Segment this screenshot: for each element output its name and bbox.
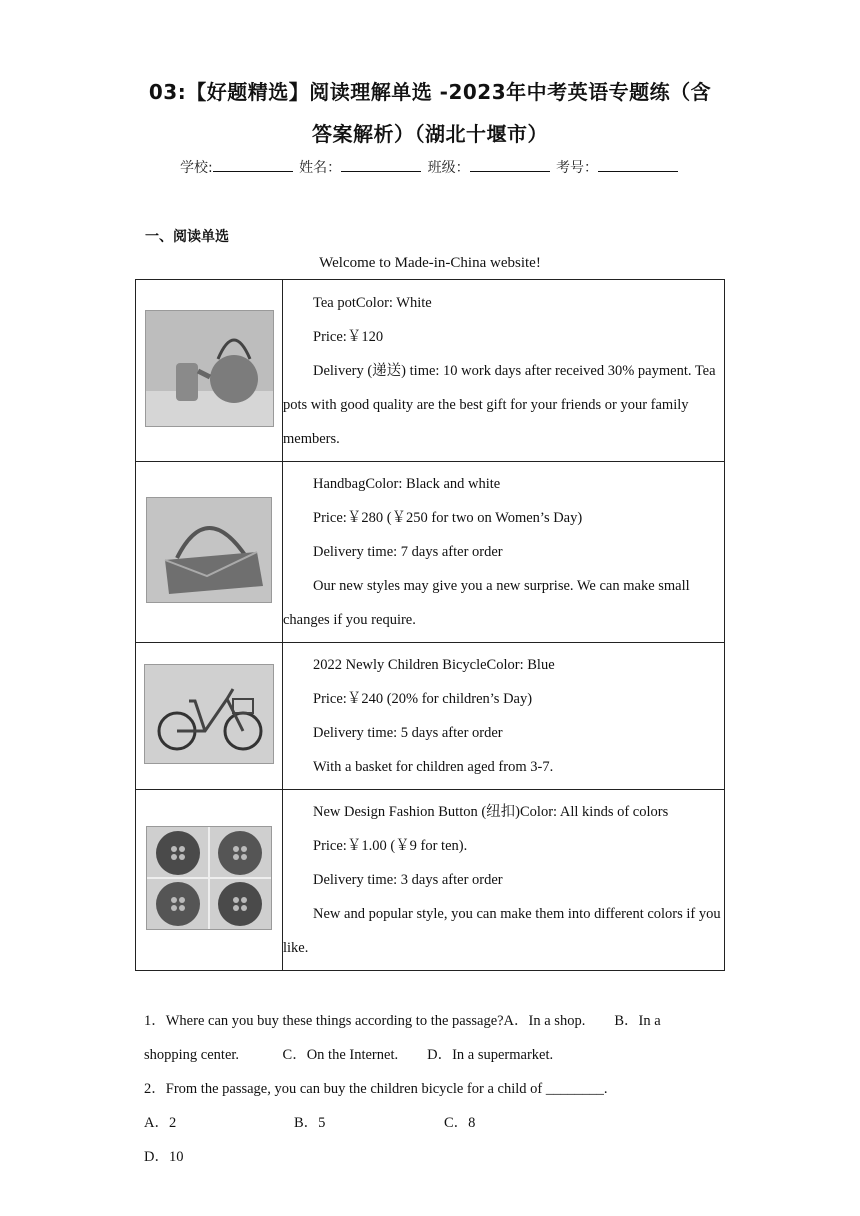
option-b[interactable]: B．5 [294, 1115, 326, 1131]
product-line: New Design Fashion Button (纽扣)Color: All kinds of colors [313, 804, 669, 820]
class-label: 班级： [427, 160, 470, 176]
product-line: With a basket for children aged from 3-7. [313, 759, 554, 775]
student-info-fields [0, 157, 860, 177]
product-row-bicycle [136, 643, 725, 790]
school-blank[interactable] [213, 159, 293, 172]
class-blank[interactable] [470, 159, 550, 172]
option-d[interactable]: D．10 [144, 1149, 184, 1165]
section-heading: 一、阅读单选 [145, 229, 229, 245]
page-title-line-1: 03:【好题精选】阅读理解单选 -2023年中考英语专题练（含 [148, 80, 712, 104]
product-line: Price:￥1.00 (￥9 for ten). [313, 838, 468, 854]
exam-number-label: 考号： [556, 160, 599, 176]
name-blank[interactable] [341, 159, 421, 172]
product-line: Delivery time: 5 days after order [313, 725, 503, 741]
question-2-options [144, 1106, 704, 1174]
product-line: Tea potColor: White [313, 294, 432, 311]
product-line: 2022 Newly Children BicycleColor: Blue [313, 657, 555, 673]
bicycle-image [144, 664, 274, 764]
page-title-line-2: 答案解析）（湖北十堰市） [312, 122, 548, 146]
product-row-teapot [136, 280, 725, 462]
product-line: HandbagColor: Black and white [313, 476, 501, 492]
exam-number-blank[interactable] [598, 159, 678, 172]
option-a[interactable]: A．2 [144, 1115, 177, 1131]
product-line: Delivery time: 7 days after order [313, 544, 503, 560]
product-row-handbag [136, 462, 725, 643]
handbag-image [146, 497, 272, 603]
passage-caption: Welcome to Made-in-China website! [319, 255, 541, 271]
product-line: New and popular style, you can make them into different colors if you like. [283, 906, 721, 956]
question-1: 1．Where can you buy these things according to the passage?A．In a shop. B．In a shopping center. C．On the Internet. D．In a supermarket. [144, 1013, 661, 1063]
school-label: 学校: [179, 160, 213, 176]
product-line: Price:￥280 (￥250 for two on Women’s Day) [313, 510, 583, 526]
buttons-image [146, 826, 272, 930]
product-line: Price:￥240 (20% for children’s Day) [313, 691, 533, 707]
product-line: Delivery (递送) time: 10 work days after received 30% payment. Tea pots with good quality are the best gift for your friends or your family members. [283, 362, 716, 447]
option-c[interactable]: C．8 [444, 1115, 476, 1131]
question-2: 2．From the passage, you can buy the children bicycle for a child of ________. [144, 1081, 608, 1097]
product-table [135, 279, 725, 971]
product-row-button [136, 790, 725, 971]
product-line: Our new styles may give you a new surprise. We can make small changes if you require. [283, 578, 690, 628]
name-label: 姓名： [299, 160, 342, 176]
product-line: Delivery time: 3 days after order [313, 872, 503, 888]
teapot-image [145, 310, 274, 427]
product-line: Price:￥120 [313, 328, 384, 345]
